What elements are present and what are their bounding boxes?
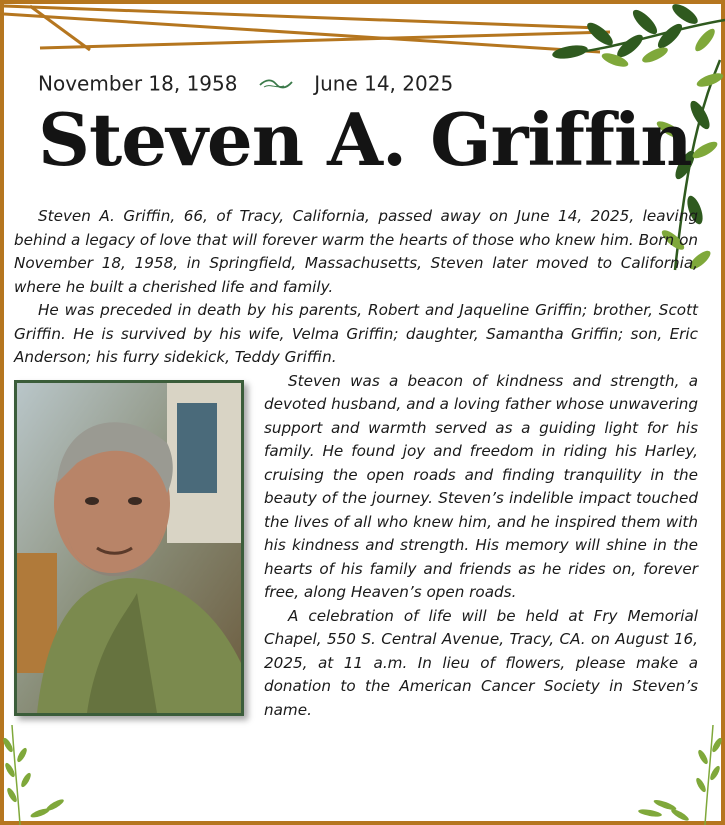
death-date: June 14, 2025	[314, 71, 454, 96]
life-dates	[38, 70, 453, 96]
vine-decoration-icon	[0, 725, 70, 825]
birth-date: November 18, 1958	[38, 71, 238, 96]
obituary-body	[14, 205, 698, 726]
obituary-paragraph: Steven A. Griffin, 66, of Tracy, California, passed away on June 14, 2025, leaving behind a legacy of love that will forever warm the hearts of those who knew him. Born on November 18, 1958, in Springfield, Massachusetts, Steven later moved to California, where he built a cherished life and family.	[14, 207, 698, 296]
flourish-divider-icon	[258, 72, 294, 96]
deceased-name: Steven A. Griffin	[38, 97, 692, 182]
obituary-paragraph: He was preceded in death by his parents, Robert and Jaqueline Griffin; brother, Scott Griffin. He is survived by his wife, Velma Griffin; daughter, Samantha Griffin; son, Eric Anderson; his furry sidekick, Teddy Griffin.	[14, 301, 698, 366]
vine-decoration-icon	[635, 725, 725, 825]
obituary-paragraph: A celebration of life will be held at Fry Memorial Chapel, 550 S. Central Avenue, Tracy, CA. on August 16, 2025, at 11 a.m. In lieu of flowers, please make a donation to the American Cancer Society in Steven’s name.	[264, 606, 698, 719]
portrait-photo	[14, 380, 246, 722]
obituary-paragraph: Steven was a beacon of kindness and strength, a devoted husband, and a loving father whose unwavering support and warmth served as a guiding light for his family. He found joy and freedom in riding his Harley, cruising the open roads and finding tranquility in the beauty of the journey. Steven’s indelible impact touched the lives of all who knew him, and he inspired them with his kindness and strength. His memory will shine in the hearts of his family and friends as he rides on, forever free, along Heaven’s open roads.	[264, 371, 698, 601]
